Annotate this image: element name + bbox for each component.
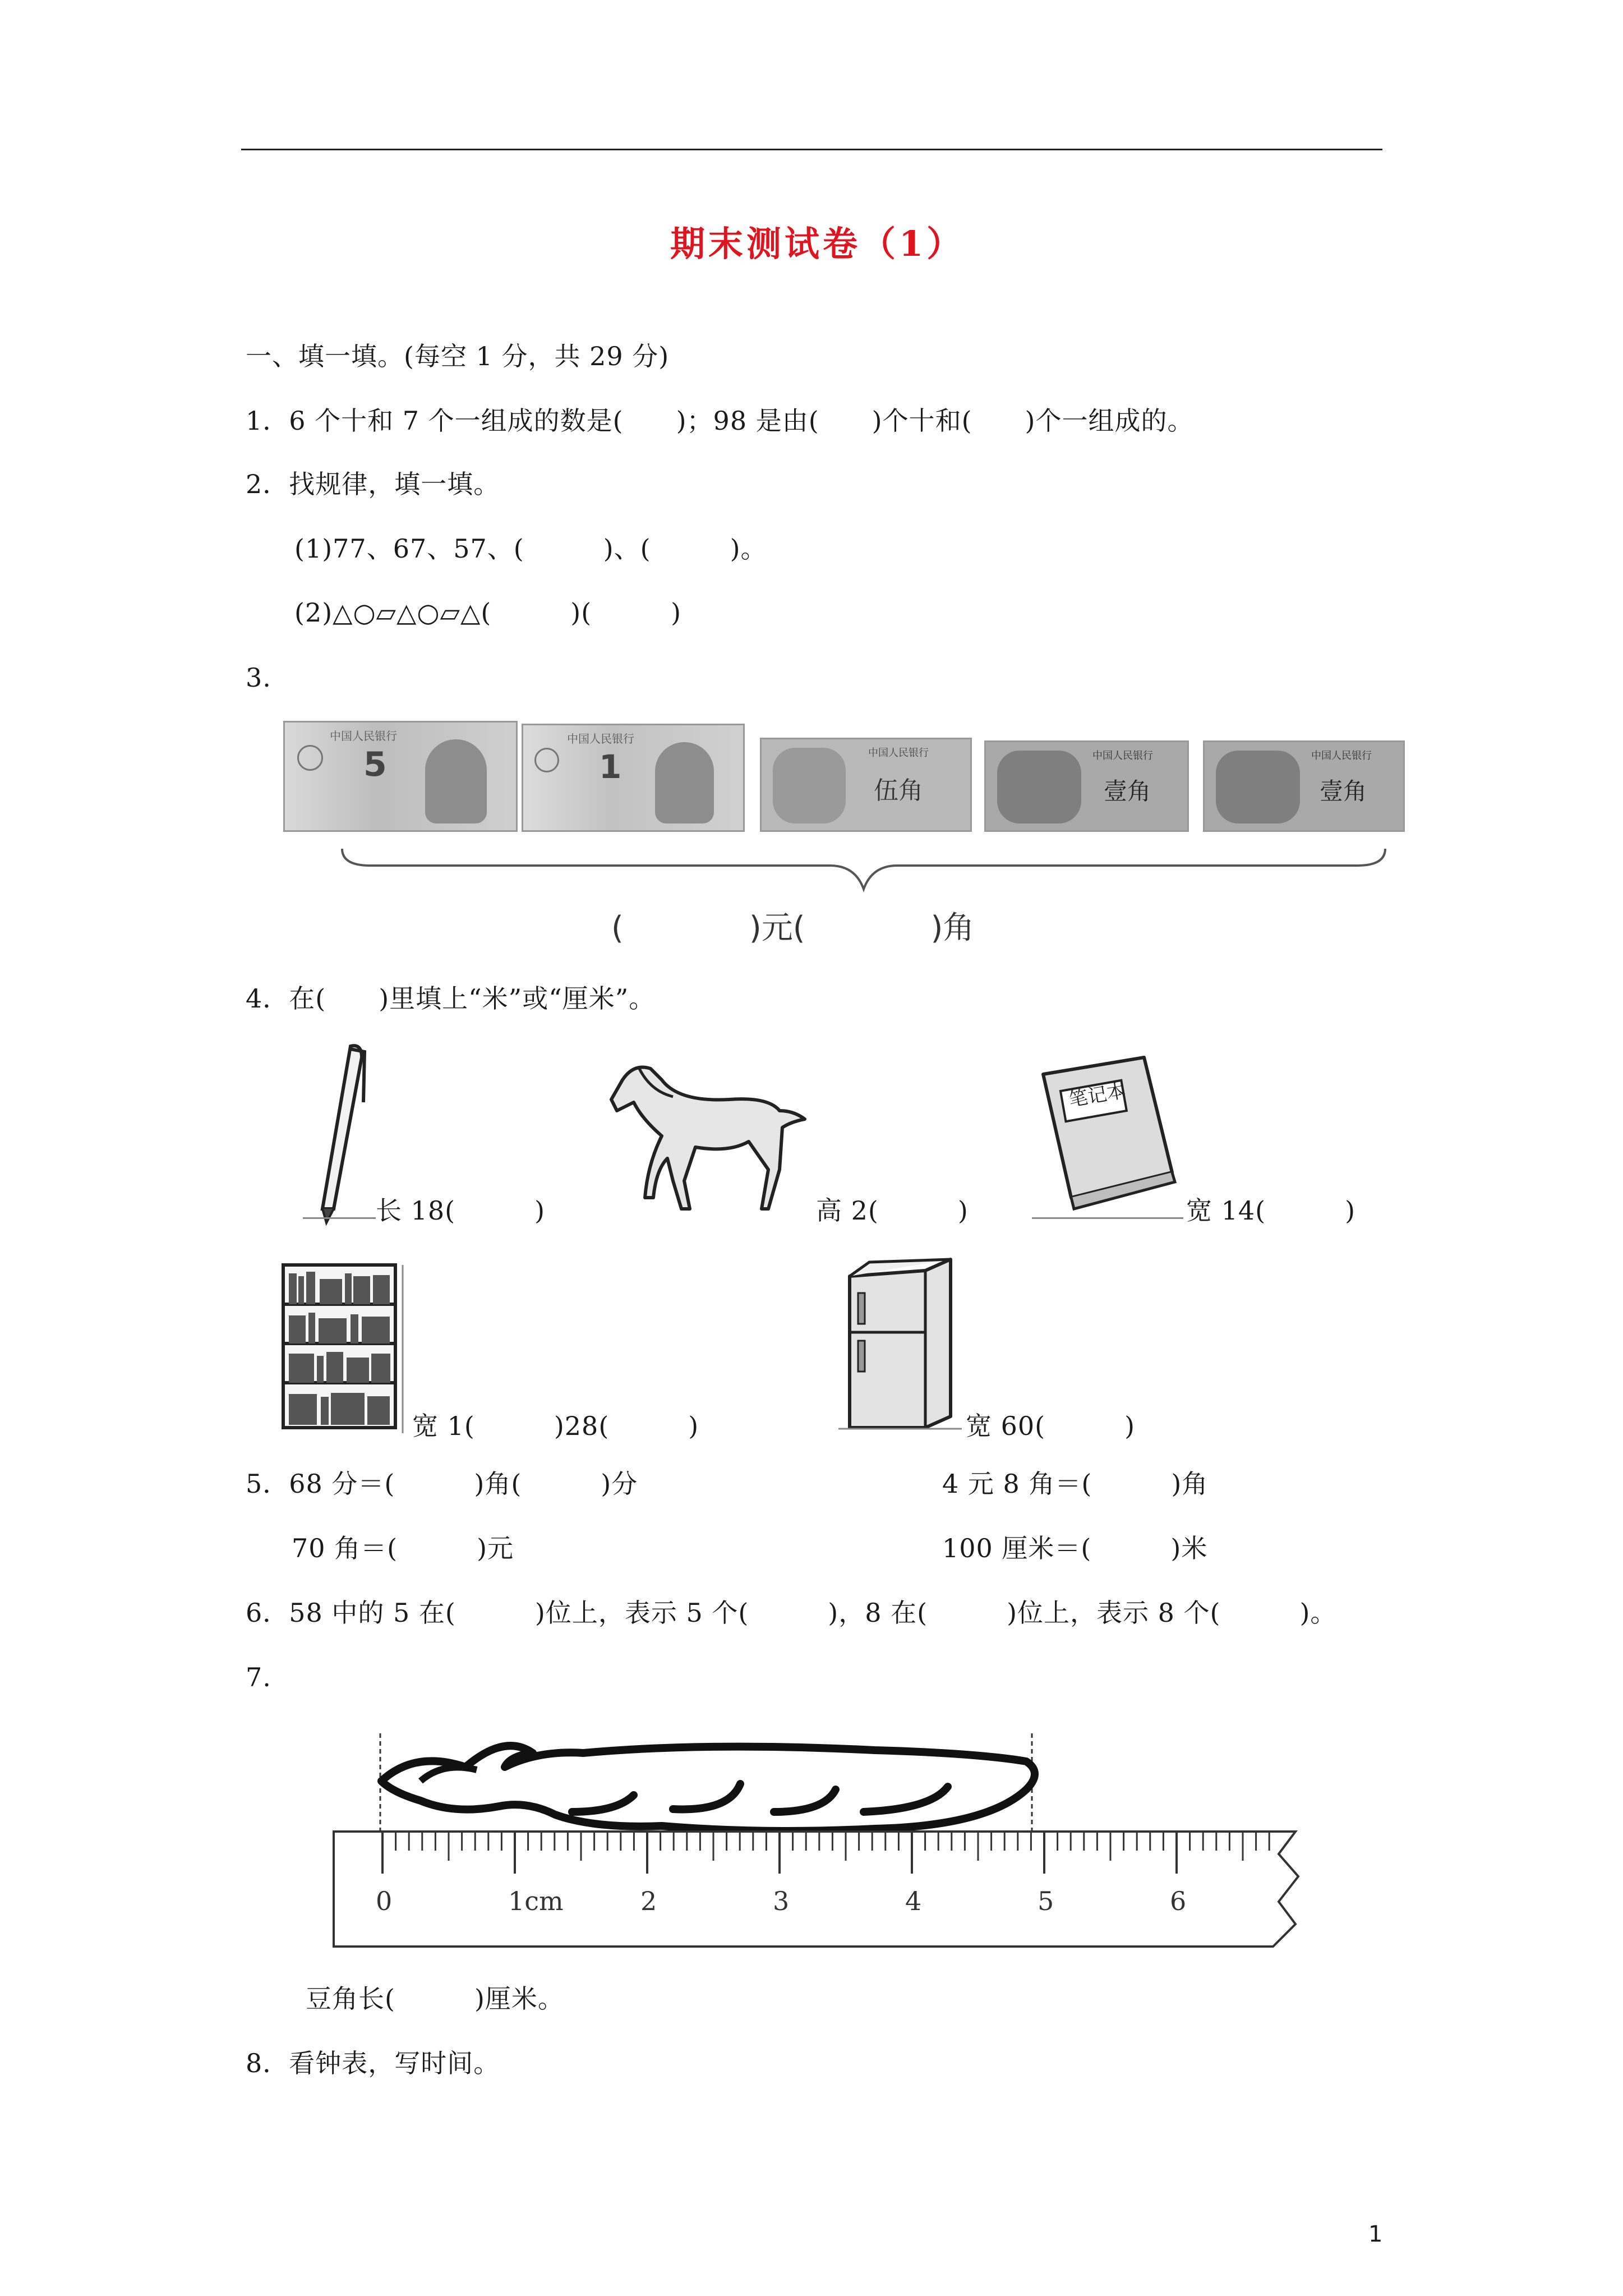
- pen-icon: [297, 1041, 376, 1226]
- banknote-value: 壹角: [1320, 777, 1367, 805]
- banknote-value: 伍角: [874, 776, 923, 805]
- portrait-icon: [655, 742, 714, 823]
- question-8: 8．看钟表，写时间。: [246, 2048, 500, 2078]
- banknote-value: 壹角: [1104, 777, 1151, 805]
- notebook-text: 笔记本: [1067, 1079, 1128, 1112]
- portrait-icon: [1216, 751, 1300, 823]
- horse-height-label: 高 2( ): [816, 1195, 969, 1226]
- ruler-label: 6: [1170, 1886, 1187, 1916]
- ruler-label: 0: [376, 1886, 393, 1916]
- question-7-number: 7.: [246, 1662, 271, 1692]
- ruler-label: 2: [640, 1886, 657, 1916]
- portrait-icon: [425, 739, 487, 823]
- question-4-stem: 4．在( )里填上“米”或“厘米”。: [246, 983, 656, 1014]
- fridge-icon: [836, 1254, 970, 1439]
- grouping-brace: [336, 844, 1391, 895]
- notebook-baseline: [1032, 1217, 1183, 1219]
- banknote-1-jiao-2: [1203, 740, 1405, 832]
- bean-pod-icon: [370, 1728, 1043, 1840]
- header-rule: [241, 149, 1382, 150]
- banknote-issuer: 中国人民银行: [330, 729, 397, 743]
- question-1: 1．6 个十和 7 个一组成的数是( )；98 是由( )个十和( )个一组成的。: [246, 406, 1194, 436]
- banknote-issuer: 中国人民银行: [868, 747, 929, 759]
- emblem-icon: [297, 745, 323, 771]
- section-heading: 一、填一填。(每空 1 分，共 29 分): [246, 341, 670, 371]
- question-5-b: 4 元 8 角＝( )角: [942, 1469, 1209, 1499]
- banknote-1-yuan: [522, 724, 745, 832]
- question-2-part-1: (1)77、67、57、( )、( )。: [294, 533, 767, 564]
- banknote-issuer: 中国人民银行: [1311, 750, 1372, 762]
- bookshelf-icon: [275, 1259, 409, 1439]
- page-title: 期末测试卷（1）: [670, 223, 965, 264]
- notebook-icon: [1032, 1052, 1183, 1220]
- banknotes-row: [283, 721, 1405, 844]
- banknote-1-jiao: [984, 740, 1189, 832]
- banknote-issuer: 中国人民银行: [567, 732, 634, 746]
- horse-icon: [600, 1057, 813, 1220]
- portrait-icon: [773, 748, 846, 823]
- banknote-5-yuan: [283, 721, 518, 832]
- question-7-answer: 豆角长( )厘米。: [306, 1984, 564, 2014]
- question-3-number: 3.: [246, 662, 271, 693]
- question-3-answer: ( )元( )角: [611, 910, 975, 946]
- banknote-value: 1: [599, 748, 622, 786]
- question-5-a: 5．68 分＝( )角( )分: [246, 1469, 638, 1499]
- ruler: [331, 1829, 1307, 1963]
- banknote-value: 5: [363, 745, 387, 784]
- emblem-icon: [534, 748, 559, 772]
- question-5-d: 100 厘米＝( )米: [942, 1533, 1208, 1563]
- ruler-label: 5: [1038, 1886, 1054, 1916]
- page-number: 1: [1368, 2221, 1383, 2247]
- pen-baseline: [303, 1217, 376, 1219]
- question-5-c: 70 角＝( )元: [292, 1533, 514, 1563]
- banknote-issuer: 中国人民银行: [1092, 750, 1153, 762]
- ruler-label: 1cm: [508, 1886, 564, 1916]
- notebook-width-label: 宽 14( ): [1186, 1195, 1356, 1226]
- ruler-label: 3: [773, 1886, 790, 1916]
- pen-length-label: 长 18( ): [376, 1195, 546, 1226]
- bookshelf-width-label: 宽 1( )28( ): [412, 1411, 699, 1441]
- question-2-part-2: (2)△○▱△○▱△( )( ): [294, 597, 682, 628]
- portrait-icon: [997, 751, 1081, 823]
- ruler-label: 4: [905, 1886, 922, 1916]
- question-6: 6．58 中的 5 在( )位上，表示 5 个( )，8 在( )位上，表示 8 个( )。: [246, 1598, 1337, 1628]
- banknote-5-jiao: [760, 738, 972, 832]
- fridge-width-label: 宽 60( ): [966, 1411, 1136, 1441]
- question-2-stem: 2．找规律，填一填。: [246, 469, 500, 499]
